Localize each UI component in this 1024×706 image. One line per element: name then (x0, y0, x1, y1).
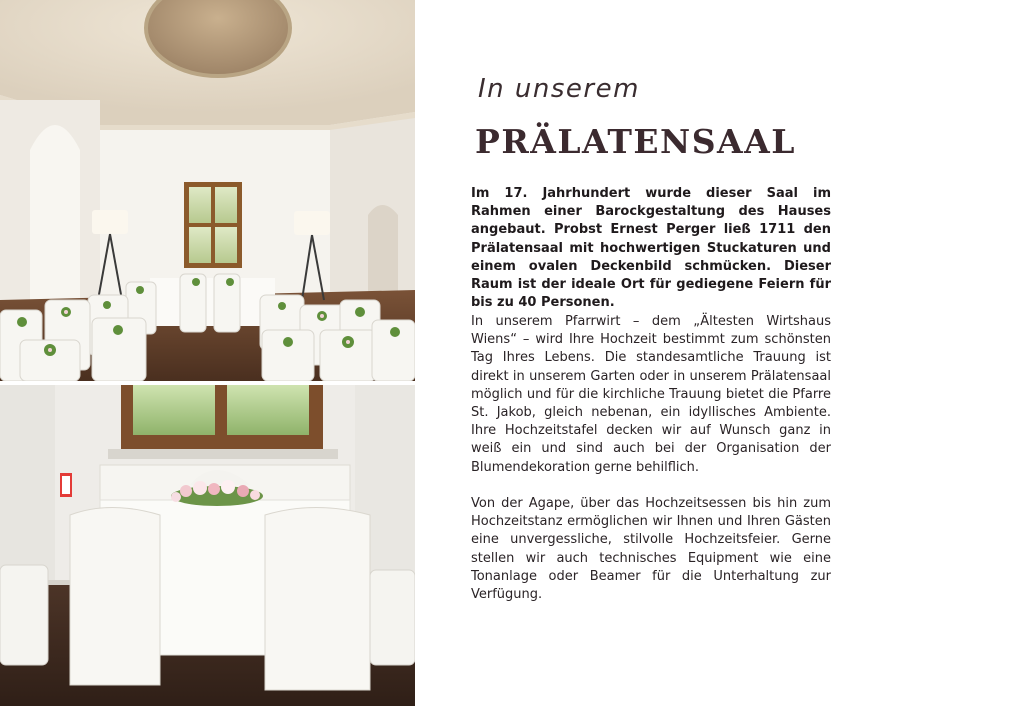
photo-prelate-hall (0, 0, 415, 381)
page-title: PRÄLATENSAAL (475, 122, 796, 161)
intro-paragraph: Im 17. Jahrhundert wurde dieser Saal im Rahmen einer Barockgestaltung des Hauses angebaut. Probst Ernest Perger ließ 1711 den Prälatensaal mit hochwertigen Stuckaturen und einem ovalen Deckenbild schmücken. Dieser Raum ist der ideale Ort für gediegene Feiern für bis zu 40 Personen. (471, 186, 831, 311)
body-paragraph-celebration: Von der Agape, über das Hochzeitsessen bis hin zum Hochzeitstanz ermöglichen wir Ihnen und Ihren Gästen eine unvergessliche, stilvolle Hochzeitsfeier. Gerne stellen wir auch technisches Equipment wie eine Tonanlage oder Beamer für die Unterhaltung zur Verfügung. (471, 496, 831, 603)
photo-column (0, 0, 415, 706)
body-paragraph-wedding: In unserem Pfarrwirt – dem „Ältesten Wirtshaus Wiens“ – wird Ihre Hochzeit bestimmt zum schönsten Tag Ihres Lebens. Die standesamtliche Trauung ist direkt in unserem Garten oder in unserem Prälatensaal möglich und für die kirchliche Trauung bietet die Pfarre St. Jakob, gleich nebenan, ein idyllisches Ambiente. Ihre Hochzeitstafel decken wir auf Wunsch ganz in weiß ein und sind auch bei der Organisation der Blumendekoration gerne behilflich. (471, 314, 831, 475)
kicker-heading: In unserem (478, 74, 640, 104)
photo-ceremony-table (0, 385, 415, 706)
